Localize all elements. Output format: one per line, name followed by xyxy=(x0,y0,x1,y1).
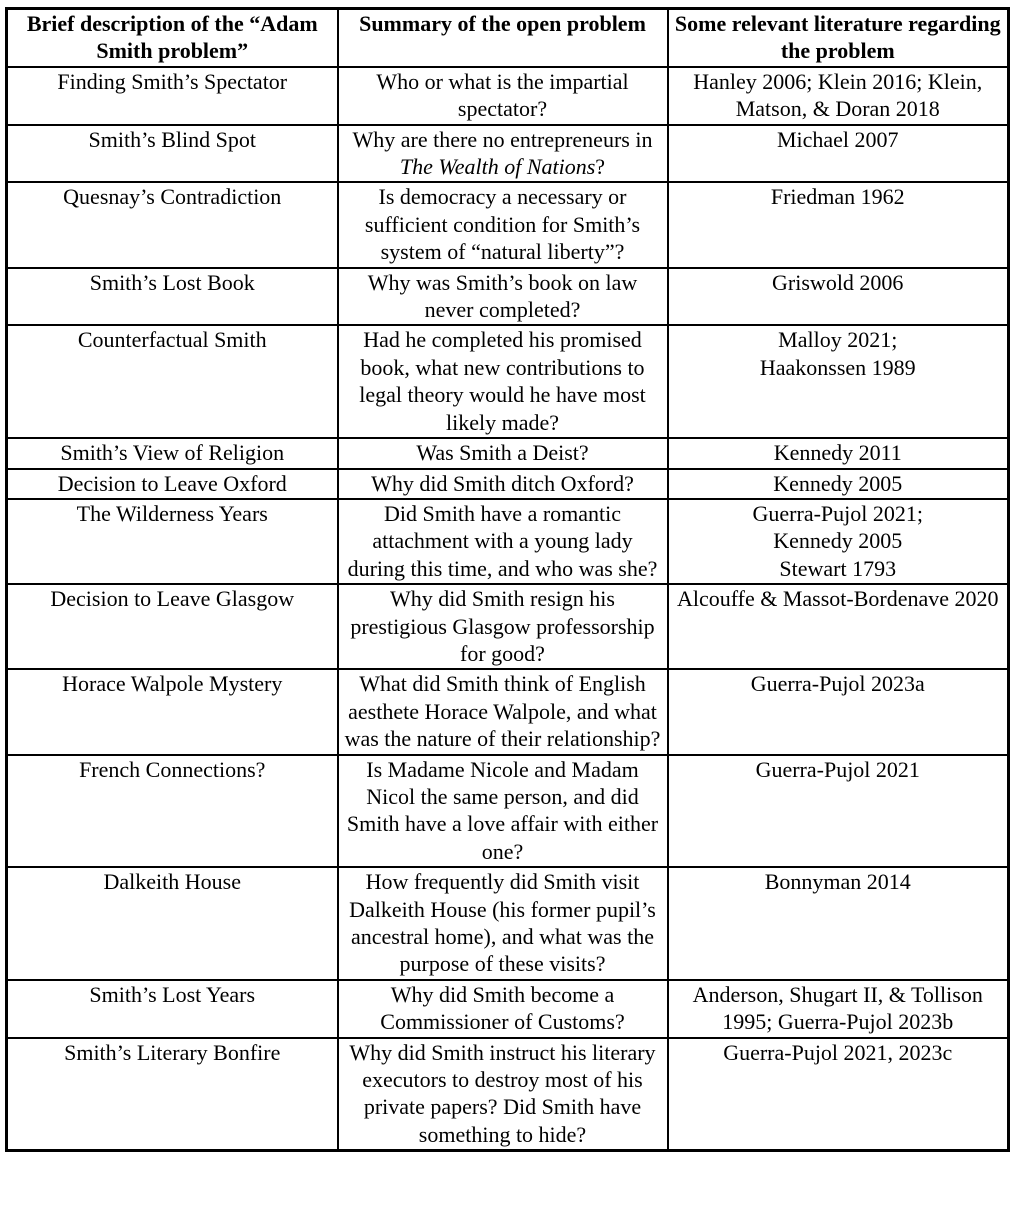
problem-cell: French Connections? xyxy=(7,755,338,868)
literature-cell: Michael 2007 xyxy=(668,125,1009,183)
literature-cell: Bonnyman 2014 xyxy=(668,867,1009,980)
summary-cell: Why did Smith become a Commissioner of Customs? xyxy=(338,980,668,1038)
table-body xyxy=(7,67,1009,1151)
header-literature: Some relevant literature regarding the problem xyxy=(668,9,1009,67)
literature-cell: Malloy 2021; Haakonssen 1989 xyxy=(668,325,1009,438)
problem-cell: Smith’s Literary Bonfire xyxy=(7,1038,338,1151)
problem-cell: Counterfactual Smith xyxy=(7,325,338,438)
problem-cell: The Wilderness Years xyxy=(7,499,338,584)
summary-cell: Why did Smith instruct his literary executors to destroy most of his private papers? Did Smith have something to hide? xyxy=(338,1038,668,1151)
table-row xyxy=(7,755,1009,868)
summary-cell: Why was Smith’s book on law never completed? xyxy=(338,268,668,326)
problem-cell: Smith’s View of Religion xyxy=(7,438,338,468)
summary-cell: Why did Smith resign his prestigious Glasgow professorship for good? xyxy=(338,584,668,669)
table-row xyxy=(7,125,1009,183)
summary-cell: Had he completed his promised book, what new contributions to legal theory would he have most likely made? xyxy=(338,325,668,438)
literature-cell: Anderson, Shugart II, & Tollison 1995; Guerra-Pujol 2023b xyxy=(668,980,1009,1038)
problem-cell: Smith’s Lost Book xyxy=(7,268,338,326)
literature-cell: Griswold 2006 xyxy=(668,268,1009,326)
table-row xyxy=(7,499,1009,584)
table-row xyxy=(7,469,1009,499)
literature-cell: Guerra-Pujol 2021; Kennedy 2005 Stewart 1793 xyxy=(668,499,1009,584)
literature-cell: Alcouffe & Massot-Bordenave 2020 xyxy=(668,584,1009,669)
literature-cell: Guerra-Pujol 2021, 2023c xyxy=(668,1038,1009,1151)
header-row xyxy=(7,9,1009,67)
header-summary: Summary of the open problem xyxy=(338,9,668,67)
table-row xyxy=(7,268,1009,326)
problem-cell: Finding Smith’s Spectator xyxy=(7,67,338,125)
literature-cell: Guerra-Pujol 2021 xyxy=(668,755,1009,868)
problem-cell: Decision to Leave Glasgow xyxy=(7,584,338,669)
problem-cell: Smith’s Blind Spot xyxy=(7,125,338,183)
summary-cell: Was Smith a Deist? xyxy=(338,438,668,468)
table-row xyxy=(7,584,1009,669)
table-row xyxy=(7,1038,1009,1151)
problem-cell: Horace Walpole Mystery xyxy=(7,669,338,754)
table-row xyxy=(7,325,1009,438)
summary-cell: How frequently did Smith visit Dalkeith House (his former pupil’s ancestral home), and what was the purpose of these visits? xyxy=(338,867,668,980)
summary-cell: Why did Smith ditch Oxford? xyxy=(338,469,668,499)
problem-cell: Decision to Leave Oxford xyxy=(7,469,338,499)
adam-smith-problems-table xyxy=(5,7,1010,1152)
summary-cell: Did Smith have a romantic attachment with a young lady during this time, and who was she? xyxy=(338,499,668,584)
literature-cell: Hanley 2006; Klein 2016; Klein, Matson, & Doran 2018 xyxy=(668,67,1009,125)
header-problem-description: Brief description of the “Adam Smith problem” xyxy=(7,9,338,67)
literature-cell: Guerra-Pujol 2023a xyxy=(668,669,1009,754)
literature-cell: Friedman 1962 xyxy=(668,182,1009,267)
summary-cell: Why are there no entrepreneurs in The Wealth of Nations? xyxy=(338,125,668,183)
literature-cell: Kennedy 2011 xyxy=(668,438,1009,468)
problem-cell: Quesnay’s Contradiction xyxy=(7,182,338,267)
table-row xyxy=(7,980,1009,1038)
problem-cell: Smith’s Lost Years xyxy=(7,980,338,1038)
table-row xyxy=(7,867,1009,980)
summary-cell: Is Madame Nicole and Madam Nicol the same person, and did Smith have a love affair with either one? xyxy=(338,755,668,868)
summary-cell: What did Smith think of English aesthete Horace Walpole, and what was the nature of their relationship? xyxy=(338,669,668,754)
table-row xyxy=(7,182,1009,267)
table-header xyxy=(7,9,1009,67)
summary-cell: Is democracy a necessary or sufficient condition for Smith’s system of “natural liberty”? xyxy=(338,182,668,267)
table-row xyxy=(7,669,1009,754)
table-row xyxy=(7,438,1009,468)
literature-cell: Kennedy 2005 xyxy=(668,469,1009,499)
summary-cell: Who or what is the impartial spectator? xyxy=(338,67,668,125)
table-row xyxy=(7,67,1009,125)
problem-cell: Dalkeith House xyxy=(7,867,338,980)
